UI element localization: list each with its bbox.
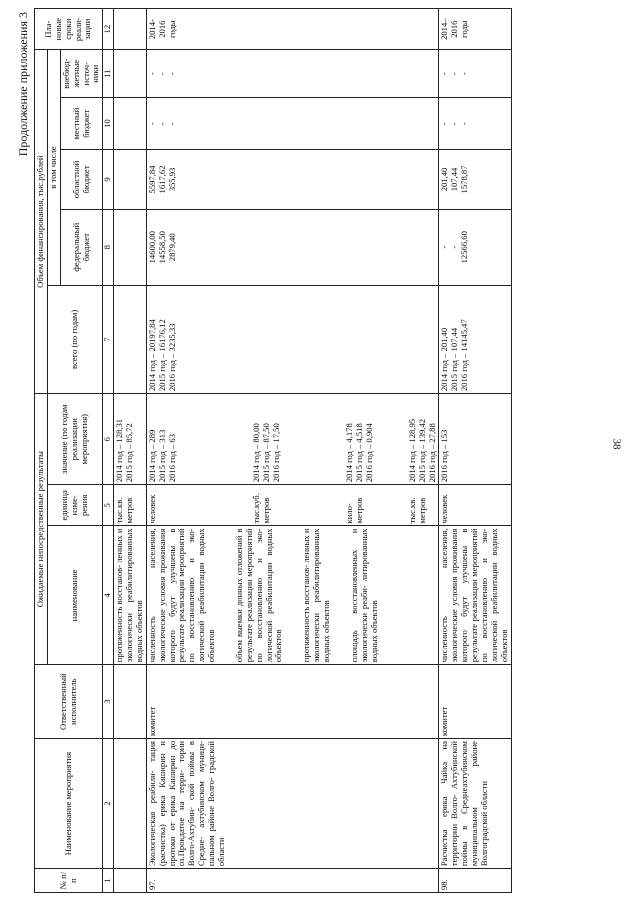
col-offbudget-header: внебюд- жетные источ- ники — [60, 50, 103, 98]
col-expected-header: Ожидаемые непосредственные результаты — [35, 394, 48, 665]
col-name-header: Наименование мероприятия — [35, 739, 103, 869]
row-number: 97. — [146, 869, 439, 893]
continuation-row — [114, 9, 147, 893]
col-number: 8 — [103, 209, 114, 285]
funding-federal: - - 12566,60 — [439, 209, 511, 285]
funding-regional: 201,40 107,44 1578,87 — [439, 150, 511, 210]
column-numbers-row — [103, 9, 114, 893]
col-funding-header: Объем финансирования, тыс.рублей — [35, 50, 48, 394]
terms: 2014- 2016 годы — [146, 9, 439, 50]
funding-regional: 5597,84 1617,62 355,93 — [146, 150, 439, 210]
row-number: 98. — [439, 869, 511, 893]
col-number: 1 — [103, 869, 114, 893]
funding-federal: 14600,00 14558,50 2879,40 — [146, 209, 439, 285]
col-number: 11 — [103, 50, 114, 98]
result-unit: тыс.кв. метров — [114, 485, 147, 526]
col-number: 3 — [103, 665, 114, 739]
rotated-page — [10, 8, 630, 893]
col-number: 6 — [103, 394, 114, 485]
col-no-header: № п/п — [35, 869, 103, 893]
measures-table — [34, 8, 512, 893]
table-row — [146, 9, 439, 893]
col-number: 12 — [103, 9, 114, 50]
funding-local: - - - — [146, 98, 439, 150]
col-number: 10 — [103, 98, 114, 150]
result-unit: человек — [439, 485, 511, 526]
result-units: человек тыс.куб. метров кило- метров тыс.кв. метров — [146, 485, 439, 526]
measure-name: Расчистка ерика Чайка на территории Волго- Ахтубинской поймы в Среднеахтубинском муниципальном районе Волгоградской области — [439, 739, 511, 869]
executor: комитет — [146, 665, 439, 739]
col-federal-header: федеральный бюджет — [60, 209, 103, 285]
funding-offbudget: - - - — [146, 50, 439, 98]
terms: 2014– 2016 годы — [439, 9, 511, 50]
page-number: 38 — [610, 438, 623, 450]
measure-name: Экологическая реабили- тация (расчистка) ерика Каширин и протоки от ерика Каширин до оз.Прокдатое на терри- тории Волго-Ахтубин- ской поймы в Средне- ахтубинском муници- пальном районе Волго- градской области — [146, 739, 439, 869]
col-number: 2 — [103, 739, 114, 869]
result-values: 2014 год – 289 2015 год – 313 2016 год – 63 2014 год – 80,00 2015 год – 87,50 2016 год – 17,50 2014 год – 4,178 2015 год – 4,518 2016 год – 0,904 2014 год – 128,95 2015 год – 139,42 2016 год – 27,88 — [146, 394, 439, 485]
funding-local: - - - — [439, 98, 511, 150]
continuation-title: Продолжение приложения 3 — [16, 12, 30, 157]
col-value-header: значение (по годам реализации мероприятия) — [47, 394, 102, 485]
col-incl-header: в том числе — [47, 50, 60, 285]
col-exp-name-header: наименование — [47, 526, 102, 665]
result-value: 2016 год – 153 — [439, 394, 511, 485]
executor: комитет — [439, 665, 511, 739]
col-number: 4 — [103, 526, 114, 665]
funding-offbudget: - - - — [439, 50, 511, 98]
result-name: протяженность восстанов- ленных и экологически реабилитированных водных объектов — [114, 526, 147, 665]
funding-total: 2014 год – 201,40 2015 год – 107,44 2016 год – 14145,47 — [439, 285, 511, 393]
result-value: 2014 год – 128,31 2015 год – 85,72 — [114, 394, 147, 485]
result-name: численность населения, экологические условия проживания которого будут улучшены в результате реализации мероприятий по восстановлению и эко- логической реабилитации водных объектов — [439, 526, 511, 665]
col-number: 7 — [103, 285, 114, 393]
funding-total: 2014 год – 20197,84 2015 год – 16176,12 2016 год – 3235,33 — [146, 285, 439, 393]
table-row — [439, 9, 511, 893]
col-terms-header: Пла- новые сроки реали- зации — [35, 9, 103, 50]
col-unit-header: единица изме- рения — [47, 485, 102, 526]
col-regional-header: областной бюджет — [60, 150, 103, 210]
result-names: численность населения, экологические условия проживания которого будут улучшены в результате реализации мероприятий по восстановлению и эко- логической реабилитации водных объектов объем выемки донных отложений в результате реализации мероприятий по восстановлению и эко- логической реабилитации водных объектов протяженность восстанов- ленных и экологически реабилитированных водных объектов площадь восстановленных и экологически реаби- литированных водных объектов — [146, 526, 439, 665]
col-total-header: всего (по годам) — [47, 285, 102, 393]
col-number: 5 — [103, 485, 114, 526]
col-executor-header: Ответственный исполнитель — [35, 665, 103, 739]
col-local-header: местный бюджет — [60, 98, 103, 150]
col-number: 9 — [103, 150, 114, 210]
